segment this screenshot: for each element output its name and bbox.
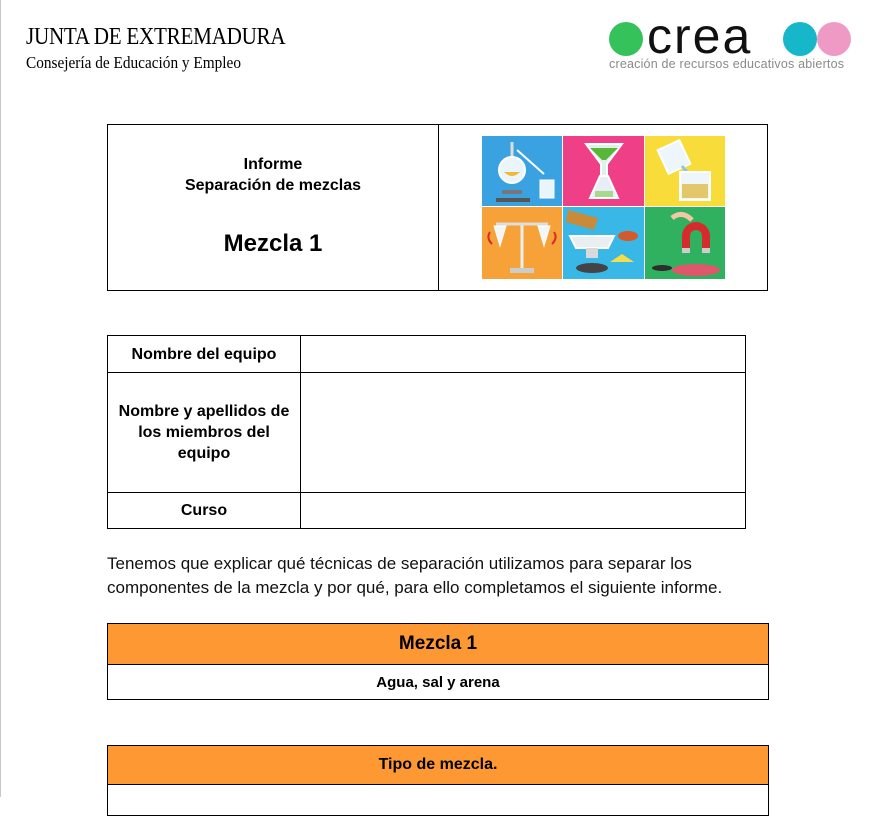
report-subject: Separación de mezclas [184, 177, 362, 194]
junta-title: JUNTA DE EXTREMADURA [26, 24, 286, 50]
mixture-type-table [107, 745, 769, 816]
crea-wordmark: crea [647, 8, 753, 64]
team-info-table [107, 335, 746, 529]
crea-logo [607, 8, 857, 76]
separation-techniques-illustration [482, 136, 725, 279]
team-name-label: Nombre del equipo [108, 336, 301, 373]
team-members-field[interactable] [301, 373, 746, 493]
course-field[interactable] [301, 493, 746, 529]
page-left-edge [0, 0, 1, 797]
crea-green-dot [609, 22, 643, 56]
mixture-type-answer-field[interactable] [108, 785, 769, 816]
course-label: Curso [108, 493, 301, 529]
mixture-type-header: Tipo de mezcla. [108, 746, 769, 785]
course-row [108, 493, 746, 529]
report-mixture-title: Mezcla 1 [223, 230, 323, 257]
crea-pink-dot [817, 22, 851, 56]
team-members-label: Nombre y apellidos de los miembros del equipo [108, 373, 301, 493]
report-title-cell [108, 125, 439, 291]
junta-logo [26, 24, 321, 73]
intro-paragraph: Tenemos que explicar qué técnicas de separación utilizamos para separar los componentes de la mezcla y por qué, para ello completamos el siguiente informe. [107, 554, 723, 597]
report-image-cell [439, 125, 768, 291]
team-members-row [108, 373, 746, 493]
mixture-table [107, 623, 769, 700]
junta-subtitle: Consejería de Educación y Empleo [26, 53, 241, 72]
team-name-field[interactable] [301, 336, 746, 373]
report-label: Informe [243, 156, 303, 173]
crea-teal-dot [783, 22, 817, 56]
mixture-header: Mezcla 1 [108, 624, 769, 665]
crea-tagline: creación de recursos educativos abiertos [609, 57, 845, 71]
mixture-components: Agua, sal y arena [108, 665, 769, 700]
team-name-row [108, 336, 746, 373]
report-header-table [107, 124, 768, 291]
